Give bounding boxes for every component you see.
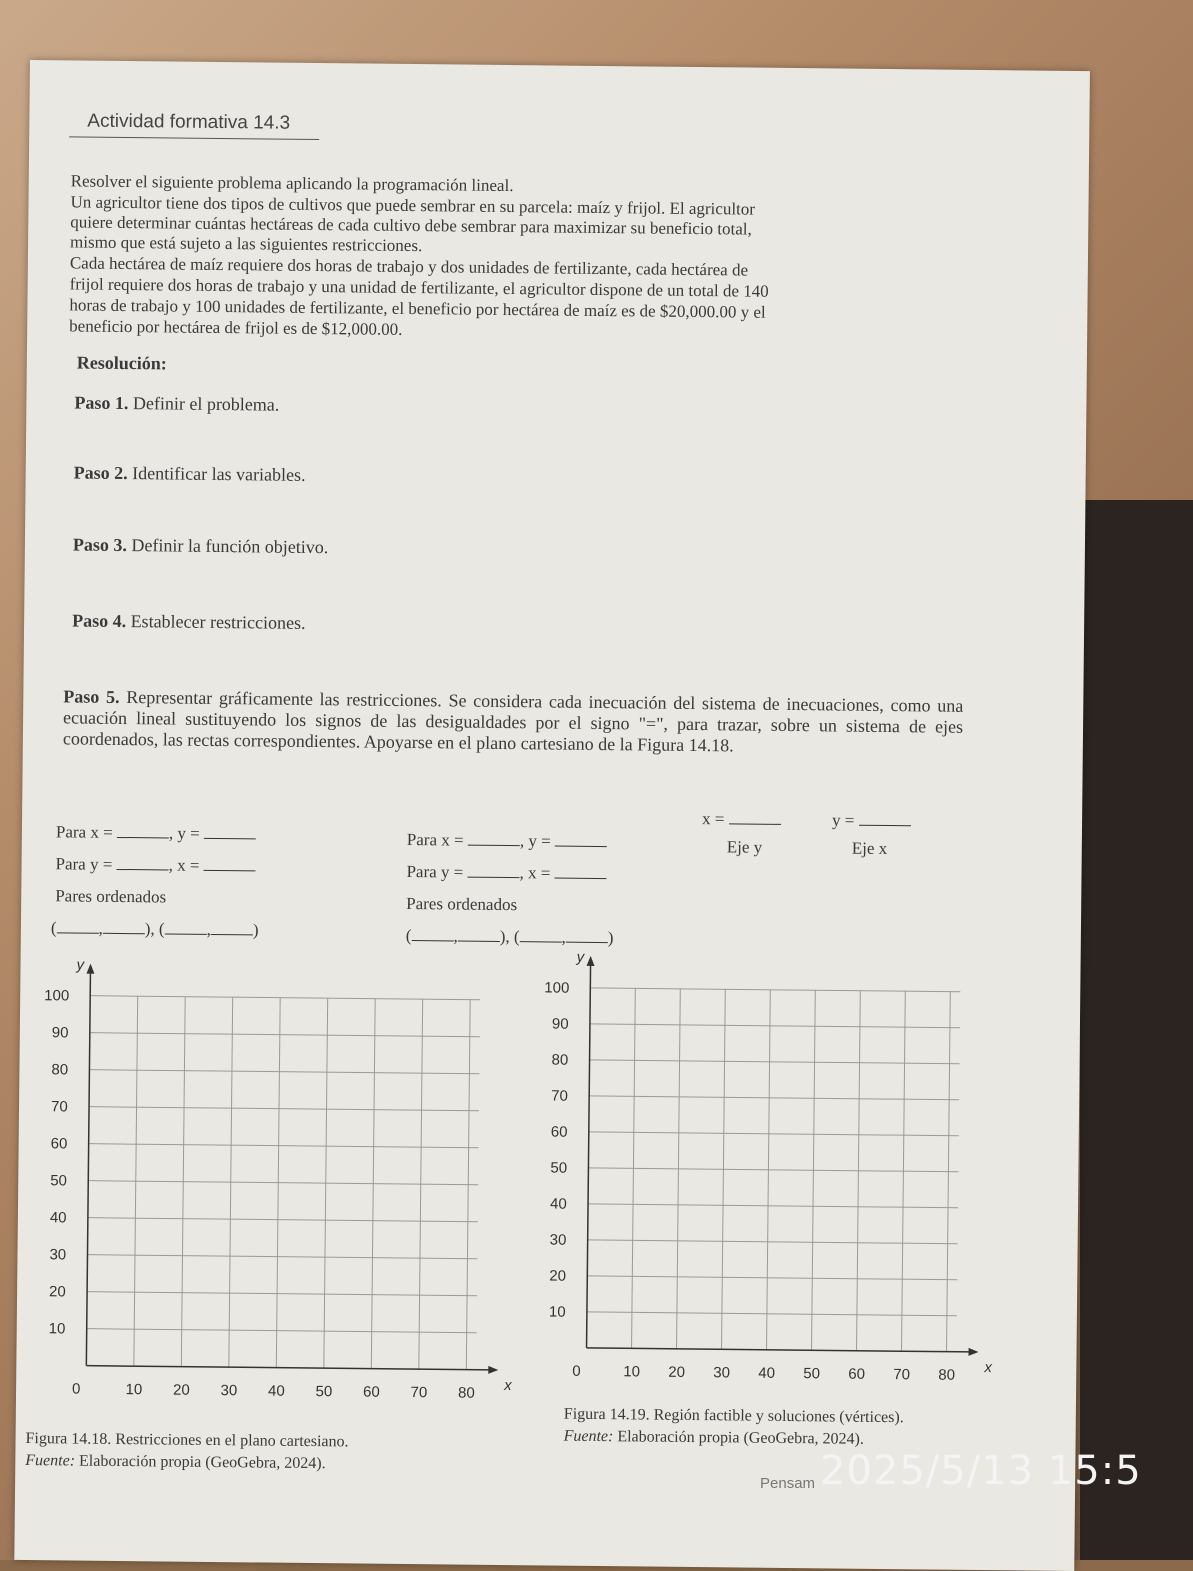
x-tick-label: 0 [71, 1380, 81, 1398]
x-tick-label: 80 [457, 1384, 475, 1402]
x-axis-label: x [984, 1359, 992, 1377]
cartesian-plane-right [516, 948, 992, 1400]
paren: ) [252, 920, 259, 940]
x-tick-label: 80 [938, 1366, 956, 1384]
answer-blank[interactable] [411, 926, 453, 941]
paren: ( [405, 925, 412, 946]
dark-background [1080, 500, 1193, 1560]
grid-line-horizontal [590, 1024, 960, 1028]
y-axis [587, 963, 591, 1348]
label: y = [831, 810, 855, 830]
x-tick-label: 10 [125, 1381, 143, 1399]
label: , x = [168, 855, 200, 875]
intro-line-2: Un agricultor tiene dos tipos de cultivos que puede sembrar en su parcela: maíz y frijol. El agricultor [70, 192, 756, 219]
answer-blank[interactable] [165, 919, 207, 934]
eje-y-label: Eje y [726, 837, 763, 857]
y-tick-label: 10 [548, 1303, 566, 1321]
label: Para y = [406, 861, 464, 882]
grid-line-horizontal [588, 1240, 958, 1244]
answer-blank[interactable] [859, 811, 911, 827]
label: , y = [168, 823, 200, 843]
intro-line-3: quiere determinar cuántas hectáreas de cada cultivo debe sembrar para maximizar su beneficio total, [70, 212, 752, 239]
step-text: Definir el problema. [128, 393, 280, 415]
figure-14-19-grid [516, 948, 992, 1405]
x-axis [587, 1348, 972, 1352]
grid-line-horizontal [88, 1181, 478, 1185]
label: , y = [519, 831, 551, 851]
y-tick-label: 40 [549, 1195, 567, 1213]
step-text: Representar gráficamente las restricciones. Se considera cada inecuación del sistema de inecuaciones, como una ecuación lineal sustituyendo los signos de las desigualdades por el signo "=", para trazar, sobre un sistema de ejes coordenados, las rectas correspondientes. Apoyarse en el plano cartesiano de la Figura 14.18. [62, 686, 964, 756]
step-text: Identificar las variables. [127, 463, 306, 485]
label: Para x = [55, 822, 113, 842]
source-label: Fuente: [563, 1427, 614, 1446]
x-tick-label: 60 [362, 1383, 380, 1401]
intro-line-6: frijol requiere dos horas de trabajo y una unidad de fertilizante, el agricultor dispone de un total de 140 [69, 274, 769, 301]
resolution-heading: Resolución: [76, 352, 167, 374]
grid-line-horizontal [590, 1060, 960, 1064]
source-text: Elaboración propia (GeoGebra, 2024). [613, 1428, 865, 1448]
y-tick-label: 20 [49, 1283, 66, 1301]
grid-line-horizontal [89, 1144, 479, 1148]
y-tick-label: 90 [551, 1015, 569, 1033]
pairs-row-right [406, 926, 614, 948]
grid-line-horizontal [89, 1070, 479, 1074]
y-tick-label: 80 [51, 1061, 69, 1079]
step-text: Establecer restricciones. [126, 611, 306, 633]
grid-line-horizontal [588, 1168, 958, 1172]
answer-blank[interactable] [555, 864, 607, 880]
step-4 [72, 610, 306, 633]
y-axis-label: y [576, 948, 585, 966]
step-1 [74, 392, 279, 415]
answer-blank[interactable] [103, 919, 145, 934]
fill-row-left-1 [56, 822, 256, 844]
footer-word: Pensam [760, 1475, 816, 1492]
answer-blank[interactable] [458, 927, 500, 942]
answer-blank[interactable] [211, 920, 253, 935]
eje-x-label: Eje x [851, 838, 888, 859]
worksheet-page [14, 60, 1090, 1571]
step-label: Paso 2. [73, 462, 128, 484]
y-tick-label: 70 [551, 1087, 568, 1105]
x-tick-label: 30 [713, 1364, 731, 1382]
grid-line-horizontal [87, 1292, 477, 1296]
grid-line-horizontal [589, 1096, 959, 1100]
x-tick-label: 40 [758, 1364, 776, 1382]
answer-blank[interactable] [117, 855, 169, 871]
y-intercept-field [832, 810, 911, 831]
x-intercept-field [702, 809, 781, 830]
comma: , [206, 919, 212, 939]
y-tick-label: 10 [48, 1320, 66, 1338]
x-tick-label: 60 [848, 1365, 866, 1383]
y-tick-label: 100 [544, 979, 570, 997]
x-tick-label: 10 [623, 1363, 641, 1381]
y-tick-label: 50 [50, 1172, 68, 1190]
y-tick-label: 70 [50, 1098, 68, 1116]
step-2 [74, 462, 306, 485]
comma: , [453, 926, 458, 946]
activity-title: Actividad formativa 14.3 [87, 110, 291, 134]
answer-blank[interactable] [204, 824, 256, 840]
intro-line-8: beneficio por hectárea de frijol es de $12,000.00. [69, 316, 403, 339]
x-tick-label: 30 [220, 1382, 238, 1400]
answer-blank[interactable] [729, 809, 781, 825]
y-tick-label: 60 [550, 1123, 568, 1141]
x-tick-label: 20 [172, 1381, 190, 1399]
grid-line-horizontal [588, 1204, 958, 1208]
comma: , [561, 927, 566, 947]
x-tick-label: 40 [267, 1382, 285, 1400]
x-axis [86, 1366, 491, 1370]
figure-14-19-source [564, 1428, 865, 1449]
answer-blank[interactable] [566, 928, 608, 943]
x-tick-label: 20 [668, 1363, 686, 1381]
pares-label-right: Pares ordenados [406, 893, 518, 915]
figure-14-19-caption: Figura 14.19. Región factible y soluciones (vértices). [563, 1405, 904, 1427]
comma: , [98, 918, 103, 938]
paren: ) [607, 928, 614, 948]
pairs-row-left [51, 918, 259, 940]
answer-blank[interactable] [468, 831, 520, 847]
y-tick-label: 100 [44, 987, 70, 1005]
y-axis-arrow-icon [86, 964, 94, 974]
label: Para y = [55, 854, 113, 874]
fill-row-left-2 [55, 854, 255, 876]
figure-14-18-source [25, 1452, 326, 1473]
y-tick-label: 80 [551, 1051, 569, 1069]
step-label: Paso 4. [72, 610, 127, 632]
answer-blank[interactable] [57, 918, 99, 933]
grid-line-horizontal [587, 1312, 957, 1316]
y-tick-label: 30 [549, 1231, 567, 1249]
figure-14-18-caption: Figura 14.18. Restricciones en el plano cartesiano. [25, 1430, 349, 1451]
step-label: Paso 5. [63, 686, 120, 707]
x-tick-label: 50 [315, 1383, 333, 1401]
y-tick-label: 90 [51, 1024, 69, 1042]
y-tick-label: 20 [549, 1267, 567, 1285]
y-tick-label: 40 [49, 1209, 67, 1227]
paren: ( [50, 918, 57, 938]
answer-blank[interactable] [204, 856, 256, 872]
y-axis-label: y [76, 956, 85, 974]
intro-line-4: mismo que está sujeto a las siguientes restricciones. [69, 232, 423, 256]
step-3 [73, 534, 329, 558]
answer-blank[interactable] [468, 863, 520, 879]
x-tick-label: 0 [572, 1362, 581, 1380]
grid-line-horizontal [88, 1218, 478, 1222]
intro-line-5: Cada hectárea de maíz requiere dos horas de trabajo y dos unidades de fertilizante, cada hectárea de [69, 253, 749, 280]
x-tick-label: 50 [803, 1365, 821, 1383]
fill-row-right-1 [407, 830, 607, 852]
x-tick-label: 70 [893, 1366, 911, 1384]
y-tick-label: 50 [550, 1159, 568, 1177]
intro-line-7: horas de trabajo y 100 unidades de fertilizante, el beneficio por hectárea de maíz es de $20,000.00 y el [69, 295, 766, 322]
photo-timestamp: 2025/5/13 15:5 [820, 1448, 1142, 1494]
label: Para x = [406, 829, 464, 850]
intro-line-1: Resolver el siguiente problema aplicando la programación lineal. [70, 171, 514, 196]
y-axis-arrow-icon [587, 956, 595, 966]
paren: ), ( [499, 926, 520, 947]
label: , x = [519, 863, 551, 883]
step-label: Paso 1. [74, 392, 129, 414]
source-label: Fuente: [25, 1452, 76, 1470]
paren: ), ( [144, 919, 165, 939]
fill-row-right-2 [406, 862, 606, 884]
step-text: Definir la función objetivo. [126, 535, 329, 558]
x-axis-arrow-icon [968, 1348, 978, 1356]
answer-blank[interactable] [555, 832, 607, 848]
y-tick-label: 30 [49, 1246, 67, 1264]
cartesian-plane-left [16, 945, 521, 1420]
title-underline [69, 136, 319, 140]
grid-line-horizontal [90, 1033, 480, 1037]
answer-blank[interactable] [520, 927, 562, 942]
x-tick-label: 70 [410, 1384, 428, 1402]
grid-line-horizontal [87, 1255, 477, 1259]
pares-label-left: Pares ordenados [55, 886, 167, 907]
source-text: Elaboración propia (GeoGebra, 2024). [74, 1452, 326, 1473]
y-tick-label: 60 [50, 1135, 68, 1153]
grid-line-horizontal [87, 1329, 477, 1333]
grid-line-horizontal [587, 1276, 957, 1280]
label: x = [701, 809, 725, 829]
grid-line-horizontal [90, 996, 480, 1000]
figure-14-18-grid [16, 945, 521, 1425]
grid-line-horizontal [89, 1107, 479, 1111]
step-5 [63, 686, 964, 758]
grid-line-horizontal [590, 988, 960, 992]
grid-line-horizontal [589, 1132, 959, 1136]
x-axis-label: x [504, 1377, 512, 1395]
step-label: Paso 3. [72, 534, 128, 556]
x-axis-arrow-icon [488, 1366, 498, 1374]
answer-blank[interactable] [117, 823, 169, 839]
y-axis [86, 971, 90, 1366]
